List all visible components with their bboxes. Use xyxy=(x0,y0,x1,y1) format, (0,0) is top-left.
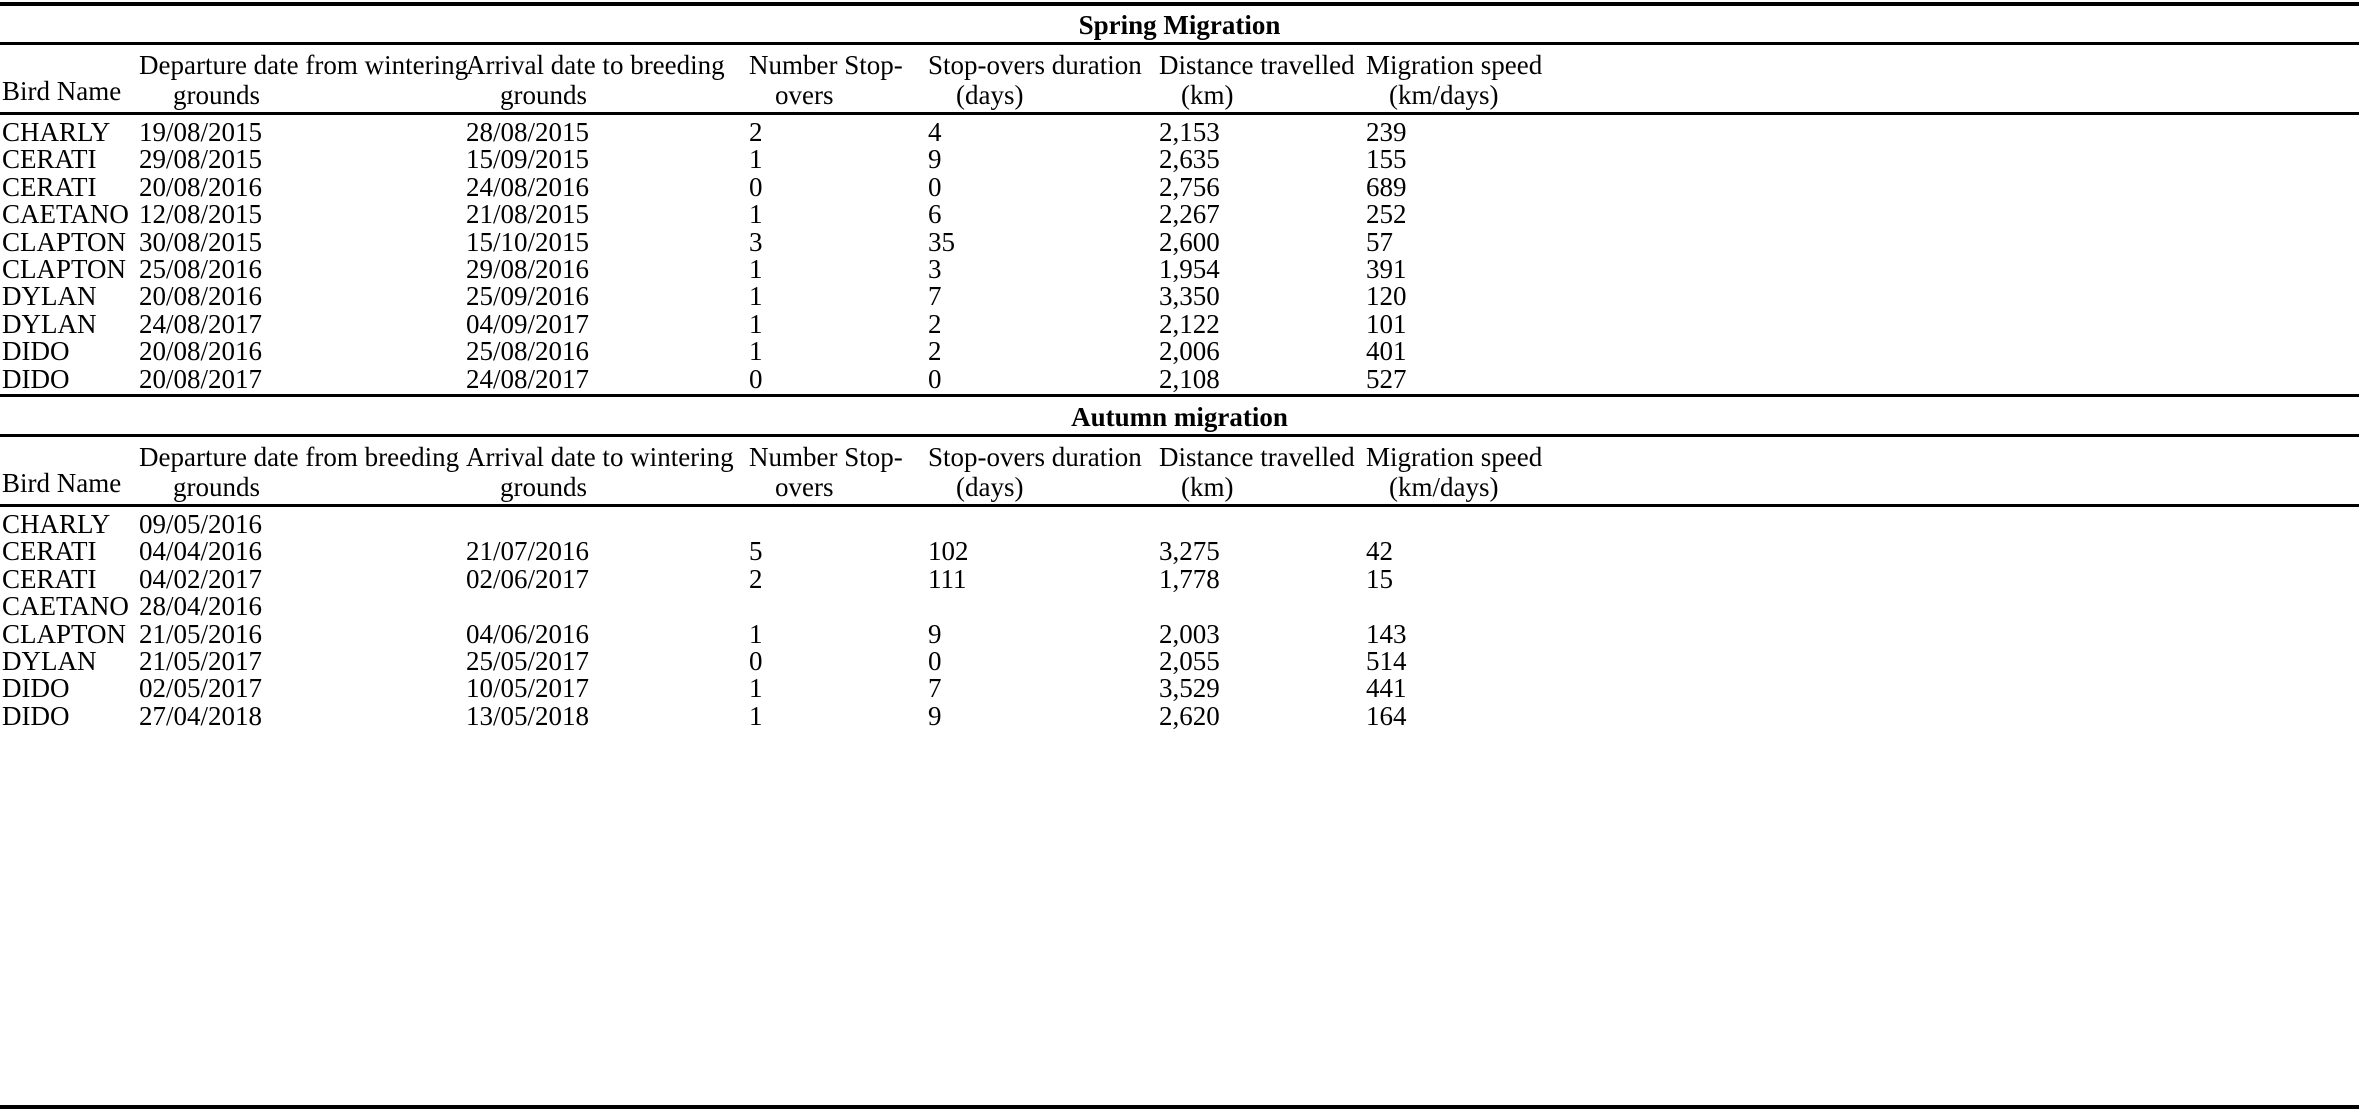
spring-cell-duration: 0 xyxy=(928,171,942,202)
autumn-cell-arrival: 04/06/2016 xyxy=(466,618,590,649)
autumn-cell-stops: 1 xyxy=(749,700,763,731)
spring-cell-stops: 0 xyxy=(749,363,763,394)
autumn-cell-bird: CHARLY xyxy=(2,509,111,539)
autumn-cell-distance: 2,055 xyxy=(1159,646,1220,676)
autumn-cell-arrival: 21/07/2016 xyxy=(466,536,590,567)
spring-cell-bird: CERATI xyxy=(2,144,97,175)
spring-cell-speed: 101 xyxy=(1366,308,1407,339)
autumn-cell-stops: 5 xyxy=(749,536,763,567)
spring-cell-arrival: 15/10/2015 xyxy=(466,226,590,257)
header-line: (km) xyxy=(1181,472,1234,502)
spring-cell-stops: 2 xyxy=(749,117,763,147)
spring-cell-duration: 35 xyxy=(928,226,955,257)
header-line: Number Stop- xyxy=(749,50,903,80)
spring-cell-speed: 401 xyxy=(1366,336,1407,367)
top-rule xyxy=(0,2,2359,6)
spring-cell-arrival: 24/08/2017 xyxy=(466,363,590,394)
spring-cell-distance: 2,600 xyxy=(1159,226,1220,257)
header-line: grounds xyxy=(500,472,587,502)
spring-cell-departure: 30/08/2015 xyxy=(139,226,263,257)
autumn-cell-stops: 1 xyxy=(749,618,763,649)
spring-cell-stops: 1 xyxy=(749,254,763,284)
spring-cell-duration: 0 xyxy=(928,363,942,394)
spring-cell-speed: 155 xyxy=(1366,144,1407,175)
autumn-cell-duration: 9 xyxy=(928,618,942,649)
spring-cell-arrival: 28/08/2015 xyxy=(466,117,590,147)
spring-cell-departure: 29/08/2015 xyxy=(139,144,263,175)
spring-header-arrival xyxy=(466,50,725,110)
spring-cell-distance: 2,108 xyxy=(1159,363,1220,394)
autumn-title-rule xyxy=(0,434,2359,437)
autumn-cell-stops: 1 xyxy=(749,673,763,704)
autumn-cell-bird: CAETANO xyxy=(2,591,129,622)
autumn-cell-bird: DIDO xyxy=(2,700,70,731)
header-line: Migration speed xyxy=(1366,50,1543,80)
header-line: grounds xyxy=(173,80,260,110)
spring-cell-arrival: 15/09/2015 xyxy=(466,144,590,175)
autumn-top-rule xyxy=(0,394,2359,397)
spring-cell-arrival: 25/08/2016 xyxy=(466,336,590,367)
spring-cell-speed: 391 xyxy=(1366,254,1407,284)
autumn-cell-duration: 0 xyxy=(928,646,942,676)
autumn-cell-distance: 2,620 xyxy=(1159,700,1220,731)
spring-cell-bird: CLAPTON xyxy=(2,254,127,284)
autumn-header-rule xyxy=(0,504,2359,507)
header-line: Arrival date to wintering xyxy=(466,442,734,472)
spring-cell-departure: 20/08/2016 xyxy=(139,281,263,312)
spring-cell-bird: DYLAN xyxy=(2,308,97,339)
spring-cell-stops: 1 xyxy=(749,281,763,312)
spring-cell-distance: 2,267 xyxy=(1159,199,1220,230)
autumn-cell-departure: 09/05/2016 xyxy=(139,509,263,539)
spring-cell-distance: 2,122 xyxy=(1159,308,1220,339)
spring-cell-duration: 7 xyxy=(928,281,942,312)
autumn-section-title: Autumn migration xyxy=(1071,402,1288,432)
header-line: overs xyxy=(775,472,834,502)
spring-cell-distance: 3,350 xyxy=(1159,281,1220,312)
spring-cell-departure: 12/08/2015 xyxy=(139,199,263,230)
autumn-header-speed xyxy=(1366,442,1542,502)
header-line: (days) xyxy=(956,472,1024,502)
spring-cell-speed: 527 xyxy=(1366,363,1407,394)
autumn-cell-distance: 3,529 xyxy=(1159,673,1220,704)
autumn-cell-speed: 441 xyxy=(1366,673,1407,704)
spring-cell-duration: 6 xyxy=(928,199,942,230)
autumn-header-stopovers xyxy=(749,442,903,502)
spring-header-distance xyxy=(1159,50,1355,110)
spring-cell-arrival: 04/09/2017 xyxy=(466,308,590,339)
spring-cell-stops: 1 xyxy=(749,144,763,175)
spring-cell-speed: 252 xyxy=(1366,199,1407,230)
spring-cell-bird: CLAPTON xyxy=(2,226,127,257)
autumn-header-arrival xyxy=(466,442,734,502)
autumn-cell-bird: DIDO xyxy=(2,673,70,704)
spring-cell-duration: 3 xyxy=(928,254,942,284)
autumn-cell-speed: 514 xyxy=(1366,646,1407,676)
spring-cell-duration: 2 xyxy=(928,308,942,339)
spring-cell-departure: 20/08/2016 xyxy=(139,336,263,367)
autumn-cell-arrival: 25/05/2017 xyxy=(466,646,590,676)
spring-cell-departure: 19/08/2015 xyxy=(139,117,263,147)
header-line: (km/days) xyxy=(1389,80,1499,110)
spring-cell-distance: 2,006 xyxy=(1159,336,1220,367)
spring-cell-speed: 689 xyxy=(1366,171,1407,202)
autumn-cell-distance: 2,003 xyxy=(1159,618,1220,649)
autumn-cell-duration: 111 xyxy=(928,563,967,594)
header-line: grounds xyxy=(173,472,260,502)
autumn-header-duration xyxy=(928,442,1142,502)
spring-cell-arrival: 29/08/2016 xyxy=(466,254,590,284)
spring-cell-duration: 4 xyxy=(928,117,942,147)
spring-cell-bird: DIDO xyxy=(2,336,70,367)
autumn-header-bird-name: Bird Name xyxy=(2,468,122,498)
spring-cell-bird: CHARLY xyxy=(2,117,111,147)
autumn-cell-bird: CLAPTON xyxy=(2,618,127,649)
autumn-header-distance xyxy=(1159,442,1355,502)
spring-cell-departure: 20/08/2017 xyxy=(139,363,263,394)
autumn-cell-departure: 28/04/2016 xyxy=(139,591,263,622)
spring-cell-distance: 2,153 xyxy=(1159,117,1220,147)
bottom-rule xyxy=(0,1105,2359,1109)
spring-cell-speed: 57 xyxy=(1366,226,1393,257)
spring-cell-bird: CAETANO xyxy=(2,199,129,230)
autumn-cell-departure: 21/05/2017 xyxy=(139,646,263,676)
spring-cell-stops: 1 xyxy=(749,308,763,339)
autumn-cell-departure: 04/04/2016 xyxy=(139,536,263,567)
spring-cell-stops: 1 xyxy=(749,336,763,367)
spring-cell-bird: CERATI xyxy=(2,171,97,202)
autumn-cell-bird: DYLAN xyxy=(2,646,97,676)
autumn-cell-speed: 15 xyxy=(1366,563,1393,594)
spring-header-speed xyxy=(1366,50,1542,110)
header-line: Departure date from wintering xyxy=(139,50,469,80)
spring-cell-departure: 25/08/2016 xyxy=(139,254,263,284)
spring-cell-speed: 239 xyxy=(1366,117,1407,147)
autumn-cell-departure: 27/04/2018 xyxy=(139,700,263,731)
spring-header-bird-name: Bird Name xyxy=(2,76,122,106)
spring-header-rule xyxy=(0,112,2359,115)
autumn-cell-duration: 7 xyxy=(928,673,942,704)
spring-cell-distance: 2,756 xyxy=(1159,171,1220,202)
autumn-cell-speed: 42 xyxy=(1366,536,1393,567)
autumn-cell-arrival: 10/05/2017 xyxy=(466,673,590,704)
header-line: Distance travelled xyxy=(1159,442,1355,472)
spring-cell-speed: 120 xyxy=(1366,281,1407,312)
autumn-cell-bird: CERATI xyxy=(2,563,97,594)
spring-cell-arrival: 24/08/2016 xyxy=(466,171,590,202)
header-line: Arrival date to breeding xyxy=(466,50,725,80)
autumn-cell-stops: 0 xyxy=(749,646,763,676)
spring-section-title: Spring Migration xyxy=(1078,10,1281,40)
spring-cell-departure: 24/08/2017 xyxy=(139,308,263,339)
spring-cell-bird: DYLAN xyxy=(2,281,97,312)
spring-cell-duration: 9 xyxy=(928,144,942,175)
autumn-cell-departure: 02/05/2017 xyxy=(139,673,263,704)
header-line: Distance travelled xyxy=(1159,50,1355,80)
autumn-cell-distance: 1,778 xyxy=(1159,563,1220,594)
spring-header-stopovers xyxy=(749,50,903,110)
header-line: (days) xyxy=(956,80,1024,110)
spring-title-rule xyxy=(0,42,2359,45)
header-line: Stop-overs duration xyxy=(928,442,1142,472)
autumn-cell-departure: 21/05/2016 xyxy=(139,618,263,649)
header-line: Departure date from breeding xyxy=(139,442,460,472)
autumn-cell-departure: 04/02/2017 xyxy=(139,563,263,594)
spring-cell-distance: 2,635 xyxy=(1159,144,1220,175)
header-line: (km/days) xyxy=(1389,472,1499,502)
spring-cell-bird: DIDO xyxy=(2,363,70,394)
autumn-cell-duration: 9 xyxy=(928,700,942,731)
spring-cell-departure: 20/08/2016 xyxy=(139,171,263,202)
spring-cell-stops: 3 xyxy=(749,226,763,257)
autumn-cell-speed: 164 xyxy=(1366,700,1407,731)
spring-cell-stops: 1 xyxy=(749,199,763,230)
spring-header-duration xyxy=(928,50,1142,110)
autumn-cell-bird: CERATI xyxy=(2,536,97,567)
spring-header-departure xyxy=(139,50,468,110)
header-line: grounds xyxy=(500,80,587,110)
spring-cell-arrival: 21/08/2015 xyxy=(466,199,590,230)
autumn-header-departure xyxy=(139,442,459,502)
autumn-cell-distance: 3,275 xyxy=(1159,536,1220,567)
header-line: Migration speed xyxy=(1366,442,1543,472)
spring-cell-duration: 2 xyxy=(928,336,942,367)
autumn-cell-duration: 102 xyxy=(928,536,969,567)
header-line: (km) xyxy=(1181,80,1234,110)
header-line: overs xyxy=(775,80,834,110)
autumn-cell-stops: 2 xyxy=(749,563,763,594)
header-line: Stop-overs duration xyxy=(928,50,1142,80)
autumn-cell-speed: 143 xyxy=(1366,618,1407,649)
spring-cell-distance: 1,954 xyxy=(1159,254,1220,284)
autumn-cell-arrival: 02/06/2017 xyxy=(466,563,590,594)
spring-cell-stops: 0 xyxy=(749,171,763,202)
autumn-cell-arrival: 13/05/2018 xyxy=(466,700,590,731)
spring-cell-arrival: 25/09/2016 xyxy=(466,281,590,312)
header-line: Number Stop- xyxy=(749,442,903,472)
